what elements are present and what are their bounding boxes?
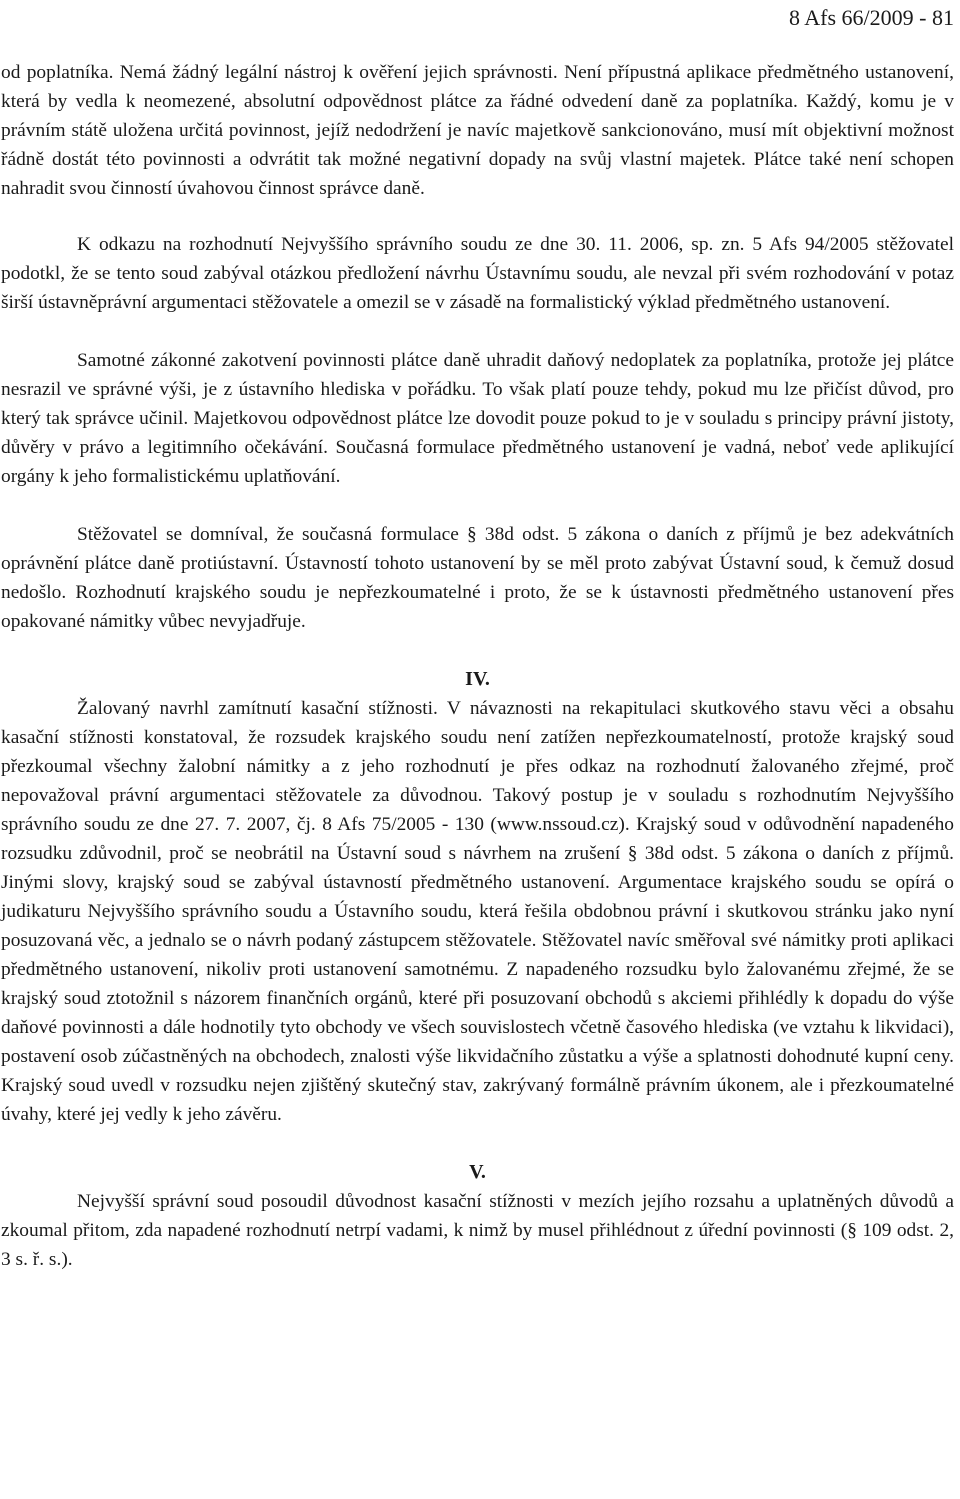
paragraph-reference-judgment: K odkazu na rozhodnutí Nejvyššího správního soudu ze dne 30. 11. 2006, sp. zn. 5 Afs 94/2005 stěžovatel podotkl, že se tento soud zabýval otázkou předložení návrhu Ústavnímu soudu, ale nevzal při svém rozhodování v potaz širší ústavněprávní argumentaci stěžovatele a omezil se v zásadě na formalistický výklad předmětného ustanovení. (1, 234, 954, 313)
paragraph-gap (1, 1129, 954, 1158)
section-heading-v: V. (469, 1161, 486, 1183)
paragraph-unconstitutionality: Stěžovatel se domníval, že současná formulace § 38d odst. 5 zákona o daních z příjmů je bez adekvátních oprávnění plátce daně protiústavní. Ústavností tohoto ustanovení by se měl proto zabývat Ústavní soud, k čemuž dosud nedošlo. Rozhodnutí krajského soudu je nepřezkoumatelné i proto, že se k ústavnosti předmětného ustanovení přes opakované námitky vůbec nevyjadřuje. (1, 524, 954, 632)
document-body (1, 58, 954, 1274)
paragraph-gap (1, 491, 954, 520)
paragraph-gap (1, 203, 954, 230)
paragraph-gap (1, 317, 954, 346)
section-heading-iv: IV. (465, 668, 490, 690)
paragraph-court-assessment: Nejvyšší správní soud posoudil důvodnost kasační stížnosti v mezích jejího rozsahu a uplatněných důvodů a zkoumal přitom, zda napadené rozhodnutí netrpí vadami, k nimž by musel přihlédnout z úřední povinnosti (§ 109 odst. 2, 3 s. ř. s.). (1, 1191, 954, 1270)
paragraph-continuation: od poplatníka. Nemá žádný legální nástroj k ověření jejich správnosti. Není přípustná aplikace předmětného ustanovení, která by vedla k neomezené, absolutní odpovědnost plátce za řádné odvedení daně za poplatníka. Každý, komu je v právním státě uložena určitá povinnost, jejíž nedodržení je navíc majetkově sankcionováno, musí mít objektivní možnost řádně dostát této povinnosti a odvrátit tak možné negativní dopady na svůj vlastní majetek. Plátce také není schopen nahradit svou činností úvahovou činnost správce daně. (1, 62, 954, 199)
paragraph-defendant-response: Žalovaný navrhl zamítnutí kasační stížnosti. V návaznosti na rekapitulaci skutkového stavu věci a obsahu kasační stížnosti konstatoval, že rozsudek krajského soudu není zatížen nepřezkoumatelností, protože krajský soud přezkoumal všechny žalobní námitky a z jeho rozhodnutí je přes odkaz na rozhodnutí žalovaného zřejmé, proč nepovažoval právní argumentaci stěžovatele za důvodnou. Takový postup je v souladu s rozhodnutím Nejvyššího správního soudu ze dne 27. 7. 2007, čj. 8 Afs 75/2005 - 130 (www.nssoud.cz). Krajský soud v odůvodnění napadeného rozsudku zdůvodnil, proč se neobrátil na Ústavní soud s návrhem na zrušení § 38d odst. 5 zákona o daních z příjmů. Jinými slovy, krajský soud se zabýval ústavností předmětného ustanovení. Argumentace krajského soudu se opírá o judikaturu Nejvyššího správního soudu a Ústavního soudu, která řešila obdobnou právní i skutkovou stránku jako nyní posuzovaná věc, a jednalo se o návrh podaný zástupcem stěžovatele. Stěžovatel navíc směřoval své námitky proti aplikaci předmětného ustanovení, nikoliv proti ustanovení samotnému. Z napadeného rozsudku bylo žalovanému zřejmé, že se krajský soud ztotožnil s názorem finančních orgánů, které při posuzovaní obchodů s akciemi přihlédly k dopadu do výše daňové povinnosti a dále hodnotily tyto obchody ve všech souvislostech včetně časového hlediska (ve vztahu k likvidaci), postavení osob zúčastněných na obchodech, znalosti výše likvidačního zůstatku a výše a splatnosti dohodnuté kupní ceny. Krajský soud uvedl v rozsudku nejen zjištěný skutečný stav, zakrývaný formálně právním úkonem, ale i přezkoumatelné úvahy, které jej vedly k jeho závěru. (1, 698, 954, 1125)
paragraph-gap (1, 636, 954, 665)
paragraph-payer-liability: Samotné zákonné zakotvení povinnosti plátce daně uhradit daňový nedoplatek za poplatníka, protože jej plátce nesrazil ve správné výši, je z ústavního hlediska v pořádku. To však platí pouze tehdy, pokud mu lze přičíst důvod, pro který tak správce učinil. Majetkovou odpovědnost plátce lze dovodit pouze pokud to je v souladu s principy právní jistoty, důvěry v právo a legitimního očekávání. Současná formulace předmětného ustanovení je vadná, neboť vede aplikující orgány k jeho formalistickému uplatňování. (1, 350, 954, 487)
case-reference: 8 Afs 66/2009 - 81 (789, 5, 954, 30)
